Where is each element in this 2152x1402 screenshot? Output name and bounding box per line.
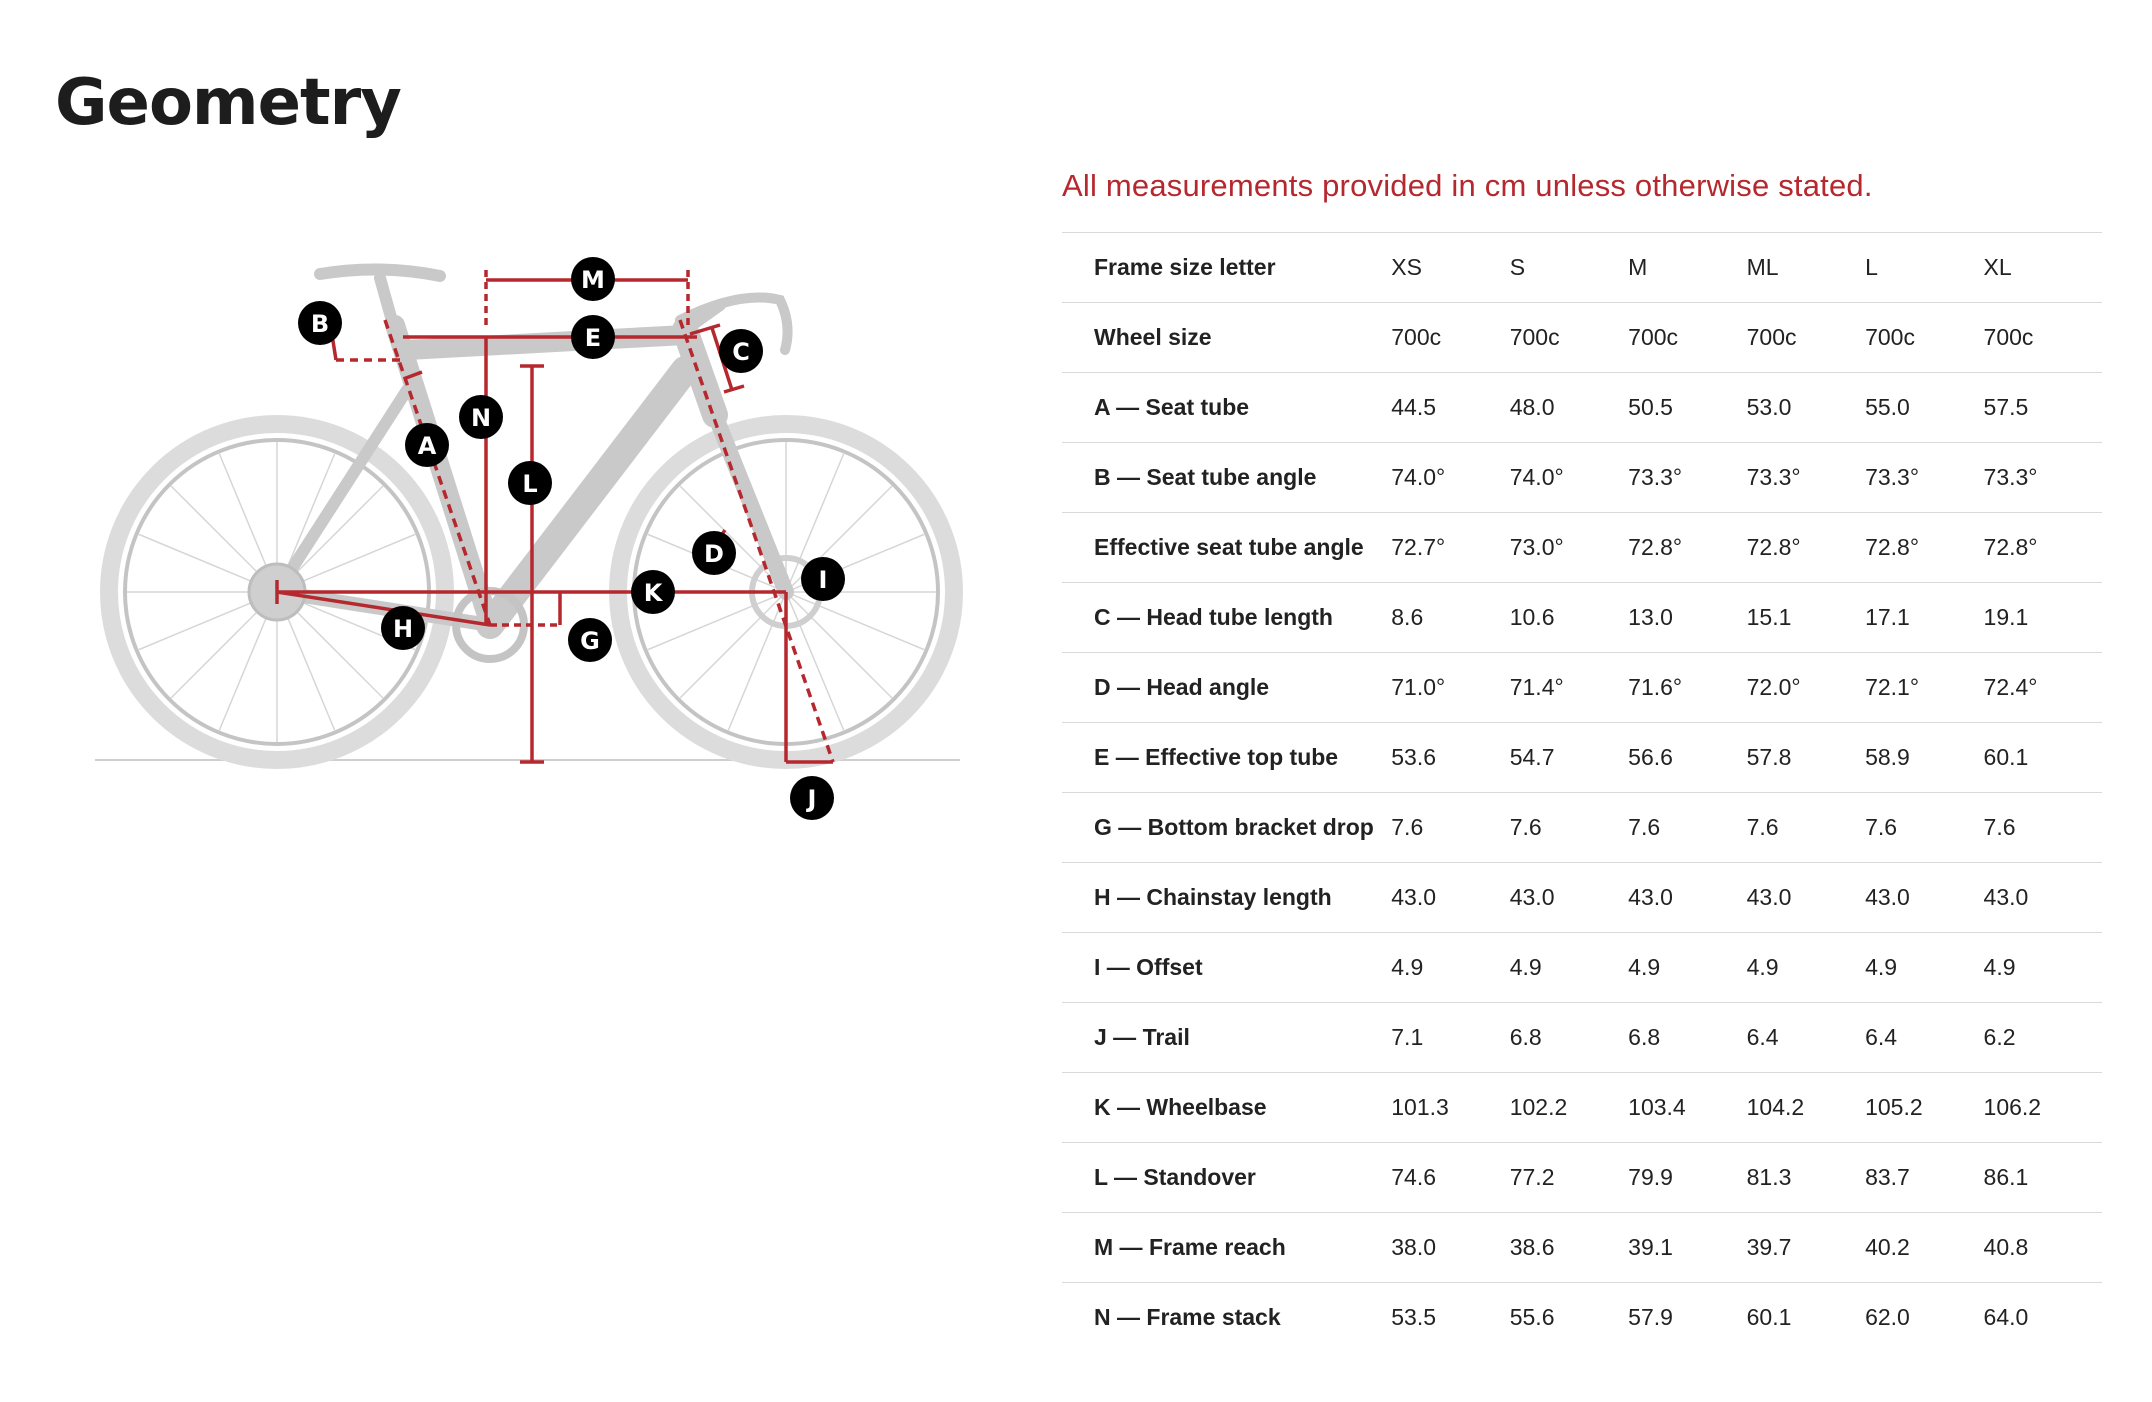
cell-value: 60.1 <box>1984 723 2102 793</box>
row-label: K — Wheelbase <box>1062 1073 1391 1143</box>
cell-value: 8.6 <box>1391 583 1509 653</box>
cell-value: 39.1 <box>1628 1213 1746 1283</box>
cell-value: 72.7° <box>1391 513 1509 583</box>
marker-H-label: H <box>392 615 414 643</box>
row-label: D — Head angle <box>1062 653 1391 723</box>
cell-value: 73.3° <box>1984 443 2102 513</box>
cell-value: 6.4 <box>1865 1003 1983 1073</box>
marker-G-label: G <box>580 627 600 655</box>
marker-J-label: J <box>807 785 817 813</box>
cell-value: 53.6 <box>1391 723 1509 793</box>
row-label: I — Offset <box>1062 933 1391 1003</box>
cell-value: 4.9 <box>1865 933 1983 1003</box>
cell-value: 57.8 <box>1747 723 1865 793</box>
cell-value: 105.2 <box>1865 1073 1983 1143</box>
table-row <box>1062 443 2102 513</box>
cell-value: 104.2 <box>1747 1073 1865 1143</box>
cell-value: 4.9 <box>1747 933 1865 1003</box>
table-header-row <box>1062 233 2102 303</box>
cell-value: 6.8 <box>1628 1003 1746 1073</box>
table-row <box>1062 1213 2102 1283</box>
cell-value: 7.6 <box>1628 793 1746 863</box>
cell-value: 74.0° <box>1510 443 1628 513</box>
cell-value: 48.0 <box>1510 373 1628 443</box>
cell-value: 55.0 <box>1865 373 1983 443</box>
cell-value: 72.0° <box>1747 653 1865 723</box>
row-label: C — Head tube length <box>1062 583 1391 653</box>
cell-value: 57.9 <box>1628 1283 1746 1353</box>
geometry-table <box>1062 232 2102 1352</box>
marker-B-label: B <box>310 310 330 338</box>
cell-value: 43.0 <box>1510 863 1628 933</box>
cell-value: 55.6 <box>1510 1283 1628 1353</box>
row-label: J — Trail <box>1062 1003 1391 1073</box>
header-size-s: S <box>1510 233 1628 303</box>
cell-value: 54.7 <box>1510 723 1628 793</box>
marker-M <box>571 257 615 301</box>
cell-value: 43.0 <box>1865 863 1983 933</box>
cell-value: 700c <box>1984 303 2102 373</box>
table-row <box>1062 303 2102 373</box>
marker-D <box>692 531 736 575</box>
marker-L-label: L <box>522 470 538 498</box>
cell-value: 15.1 <box>1747 583 1865 653</box>
cell-value: 7.6 <box>1984 793 2102 863</box>
cell-value: 50.5 <box>1628 373 1746 443</box>
table-row <box>1062 933 2102 1003</box>
row-label: A — Seat tube <box>1062 373 1391 443</box>
table-row <box>1062 653 2102 723</box>
cell-value: 13.0 <box>1628 583 1746 653</box>
cell-value: 10.6 <box>1510 583 1628 653</box>
cell-value: 700c <box>1747 303 1865 373</box>
cell-value: 73.3° <box>1628 443 1746 513</box>
cell-value: 83.7 <box>1865 1143 1983 1213</box>
cell-value: 71.4° <box>1510 653 1628 723</box>
marker-N <box>459 395 503 439</box>
cell-value: 7.6 <box>1391 793 1509 863</box>
cell-value: 71.6° <box>1628 653 1746 723</box>
row-label: L — Standover <box>1062 1143 1391 1213</box>
cell-value: 17.1 <box>1865 583 1983 653</box>
row-label: Wheel size <box>1062 303 1391 373</box>
table-row <box>1062 1283 2102 1353</box>
cell-value: 700c <box>1865 303 1983 373</box>
cell-value: 39.7 <box>1747 1213 1865 1283</box>
table-row <box>1062 1073 2102 1143</box>
cell-value: 79.9 <box>1628 1143 1746 1213</box>
table-row <box>1062 793 2102 863</box>
cell-value: 60.1 <box>1747 1283 1865 1353</box>
cell-value: 72.4° <box>1984 653 2102 723</box>
row-label: G — Bottom bracket drop <box>1062 793 1391 863</box>
cell-value: 81.3 <box>1747 1143 1865 1213</box>
cell-value: 43.0 <box>1747 863 1865 933</box>
marker-L <box>508 461 552 505</box>
cell-value: 7.6 <box>1510 793 1628 863</box>
bike-geometry-diagram <box>80 230 980 850</box>
cell-value: 101.3 <box>1391 1073 1509 1143</box>
marker-M-label: M <box>581 266 605 294</box>
marker-E-label: E <box>584 324 602 352</box>
cell-value: 19.1 <box>1984 583 2102 653</box>
cell-value: 77.2 <box>1510 1143 1628 1213</box>
cell-value: 72.8° <box>1747 513 1865 583</box>
marker-J <box>790 776 834 820</box>
marker-B <box>298 301 342 345</box>
cell-value: 4.9 <box>1510 933 1628 1003</box>
table-row <box>1062 863 2102 933</box>
marker-I <box>801 557 845 601</box>
cell-value: 72.8° <box>1984 513 2102 583</box>
marker-I-label: I <box>818 566 828 594</box>
row-label: M — Frame reach <box>1062 1213 1391 1283</box>
marker-A-label: A <box>417 432 437 460</box>
header-size-xl: XL <box>1984 233 2102 303</box>
row-label: Effective seat tube angle <box>1062 513 1391 583</box>
row-label: B — Seat tube angle <box>1062 443 1391 513</box>
cell-value: 73.3° <box>1747 443 1865 513</box>
cell-value: 53.5 <box>1391 1283 1509 1353</box>
cell-value: 106.2 <box>1984 1073 2102 1143</box>
cell-value: 73.3° <box>1865 443 1983 513</box>
cell-value: 700c <box>1628 303 1746 373</box>
marker-N-label: N <box>470 404 492 432</box>
cell-value: 102.2 <box>1510 1073 1628 1143</box>
header-size-m: M <box>1628 233 1746 303</box>
cell-value: 700c <box>1510 303 1628 373</box>
cell-value: 73.0° <box>1510 513 1628 583</box>
cell-value: 86.1 <box>1984 1143 2102 1213</box>
row-label: H — Chainstay length <box>1062 863 1391 933</box>
cell-value: 53.0 <box>1747 373 1865 443</box>
cell-value: 7.1 <box>1391 1003 1509 1073</box>
marker-E <box>571 315 615 359</box>
marker-C-label: C <box>732 338 750 366</box>
cell-value: 72.8° <box>1628 513 1746 583</box>
cell-value: 6.8 <box>1510 1003 1628 1073</box>
marker-H <box>381 606 425 650</box>
cell-value: 40.8 <box>1984 1213 2102 1283</box>
cell-value: 56.6 <box>1628 723 1746 793</box>
cell-value: 58.9 <box>1865 723 1983 793</box>
cell-value: 44.5 <box>1391 373 1509 443</box>
header-size-ml: ML <box>1747 233 1865 303</box>
marker-K-label: K <box>643 579 663 607</box>
table-row <box>1062 583 2102 653</box>
marker-A <box>405 423 449 467</box>
cell-value: 57.5 <box>1984 373 2102 443</box>
cell-value: 700c <box>1391 303 1509 373</box>
cell-value: 7.6 <box>1747 793 1865 863</box>
table-row <box>1062 373 2102 443</box>
cell-value: 43.0 <box>1628 863 1746 933</box>
row-label: N — Frame stack <box>1062 1283 1391 1353</box>
marker-K <box>631 570 675 614</box>
cell-value: 38.0 <box>1391 1213 1509 1283</box>
cell-value: 4.9 <box>1984 933 2102 1003</box>
cell-value: 64.0 <box>1984 1283 2102 1353</box>
cell-value: 7.6 <box>1865 793 1983 863</box>
marker-G <box>568 618 612 662</box>
measurement-note: All measurements provided in cm unless otherwise stated. <box>1062 168 1873 203</box>
cell-value: 43.0 <box>1984 863 2102 933</box>
header-size-xs: XS <box>1391 233 1509 303</box>
cell-value: 6.4 <box>1747 1003 1865 1073</box>
cell-value: 103.4 <box>1628 1073 1746 1143</box>
cell-value: 62.0 <box>1865 1283 1983 1353</box>
page-title: Geometry <box>55 66 401 140</box>
table-row <box>1062 1143 2102 1213</box>
cell-value: 38.6 <box>1510 1213 1628 1283</box>
table-row <box>1062 1003 2102 1073</box>
cell-value: 74.0° <box>1391 443 1509 513</box>
cell-value: 71.0° <box>1391 653 1509 723</box>
marker-D-label: D <box>704 540 724 568</box>
cell-value: 6.2 <box>1984 1003 2102 1073</box>
cell-value: 74.6 <box>1391 1143 1509 1213</box>
cell-value: 4.9 <box>1391 933 1509 1003</box>
marker-C <box>719 329 763 373</box>
cell-value: 43.0 <box>1391 863 1509 933</box>
header-size-l: L <box>1865 233 1983 303</box>
table-row <box>1062 723 2102 793</box>
row-label: E — Effective top tube <box>1062 723 1391 793</box>
cell-value: 72.1° <box>1865 653 1983 723</box>
cell-value: 4.9 <box>1628 933 1746 1003</box>
header-label: Frame size letter <box>1062 233 1391 303</box>
table-row <box>1062 513 2102 583</box>
cell-value: 40.2 <box>1865 1213 1983 1283</box>
cell-value: 72.8° <box>1865 513 1983 583</box>
